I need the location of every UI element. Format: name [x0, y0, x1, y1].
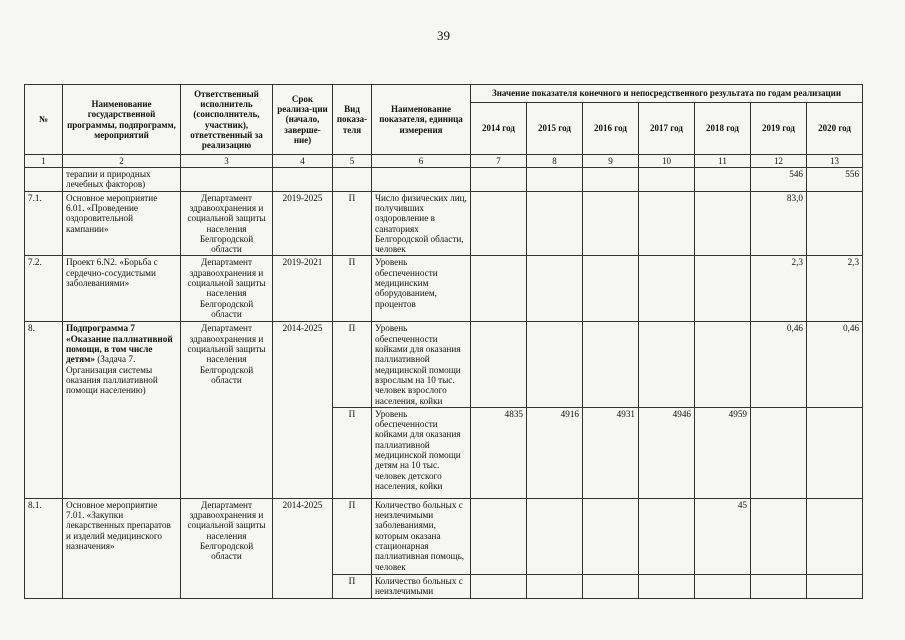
cell-value: 4931: [583, 407, 639, 498]
column-number-row: [25, 155, 863, 168]
cell-responsible: Департамент здравоохранения и социальной защиты населения Белгородской области: [181, 322, 273, 498]
header-year: 2017 год: [639, 103, 695, 155]
cell-value: [695, 191, 751, 256]
cell-responsible: Департамент здравоохранения и социальной защиты населения Белгородской области: [181, 191, 273, 256]
cell-value: [751, 498, 807, 574]
cell-value: 2,3: [807, 256, 863, 322]
cell-value: [695, 256, 751, 322]
column-number: 4: [273, 155, 333, 168]
column-number: 7: [471, 155, 527, 168]
cell-term: 2014-2025: [273, 322, 333, 498]
header-row-1: [25, 85, 863, 103]
header-num: №: [25, 85, 63, 155]
header-year: 2014 год: [471, 103, 527, 155]
cell-value: 546: [751, 168, 807, 192]
subprogram-task: (Задача 7. Организация системы оказания паллиативной помощи населению): [66, 354, 158, 396]
cell-indicator: Количество больных с неизлечимыми заболеваниями, которым оказана стационарная паллиативная помощь, человек: [372, 498, 471, 574]
cell-value: [583, 498, 639, 574]
header-year: 2018 год: [695, 103, 751, 155]
cell-value: [583, 191, 639, 256]
column-number: 12: [751, 155, 807, 168]
cell-value: 0,46: [751, 322, 807, 407]
cell-value: 4835: [471, 407, 527, 498]
indicator-table: [24, 84, 863, 599]
cell-value: [639, 498, 695, 574]
header-responsible: Ответственный исполнитель (соисполнитель, участник), ответственный за реализацию: [181, 85, 273, 155]
column-number: 5: [333, 155, 372, 168]
cell-value: [471, 256, 527, 322]
column-number: 10: [639, 155, 695, 168]
cell-value: 2,3: [751, 256, 807, 322]
cell-indicator: Уровень обеспеченности койками для оказания паллиативной медицинской помощи взрослым на 10 тыс. человек взрослого населения, койки: [372, 322, 471, 407]
table-row-8: [25, 322, 863, 407]
table-row-continuation: [25, 168, 863, 192]
cell-value: [639, 168, 695, 192]
header-year: 2019 год: [751, 103, 807, 155]
cell-type: П: [333, 191, 372, 256]
cell-num: 8.: [25, 322, 63, 498]
cell-type: П: [333, 407, 372, 498]
cell-value: 83,0: [751, 191, 807, 256]
cell-value: [471, 574, 527, 598]
cell-term: 2019-2025: [273, 191, 333, 256]
column-number: 9: [583, 155, 639, 168]
table-row-7-2: [25, 256, 863, 322]
cell-value: [807, 407, 863, 498]
page-number: 39: [437, 28, 450, 43]
cell-value: [583, 256, 639, 322]
header-indicator: Наименование показателя, единица измерения: [372, 85, 471, 155]
cell-value: [583, 574, 639, 598]
cell-indicator: Количество больных с неизлечимыми: [372, 574, 471, 598]
cell-value: [639, 256, 695, 322]
cell-type: П: [333, 498, 372, 574]
header-term: Срок реализа-ции (начало, заверше-ние): [273, 85, 333, 155]
cell-term: 2014-2025: [273, 498, 333, 598]
cell-responsible: [181, 168, 273, 192]
cell-name: Проект 6.N2. «Борьба с сердечно-сосудистыми заболеваниями»: [63, 256, 181, 322]
cell-name: Основное мероприятие 6.01. «Проведение оздоровительной кампании»: [63, 191, 181, 256]
cell-type: П: [333, 256, 372, 322]
cell-responsible: Департамент здравоохранения и социальной защиты населения Белгородской области: [181, 498, 273, 598]
cell-num: 7.1.: [25, 191, 63, 256]
cell-value: [527, 574, 583, 598]
cell-indicator: [372, 168, 471, 192]
cell-value: [583, 168, 639, 192]
cell-value: 4959: [695, 407, 751, 498]
cell-responsible: Департамент здравоохранения и социальной защиты населения Белгородской области: [181, 256, 273, 322]
header-year: 2015 год: [527, 103, 583, 155]
cell-indicator: Уровень обеспеченности койками для оказания паллиативной медицинской помощи детям на 10 тыс. человек детского населения, койки: [372, 407, 471, 498]
cell-value: [751, 574, 807, 598]
cell-value: 4916: [527, 407, 583, 498]
cell-value: [751, 407, 807, 498]
cell-num: 7.2.: [25, 256, 63, 322]
column-number: 13: [807, 155, 863, 168]
header-year: 2020 год: [807, 103, 863, 155]
cell-name: терапии и природных лечебных факторов): [63, 168, 181, 192]
column-number: 1: [25, 155, 63, 168]
cell-value: [807, 191, 863, 256]
cell-value: [639, 322, 695, 407]
cell-indicator: Уровень обеспеченности медицинским оборудованием, процентов: [372, 256, 471, 322]
cell-indicator: Число физических лиц, получивших оздоровление в санаториях Белгородской области, человек: [372, 191, 471, 256]
cell-value: [527, 322, 583, 407]
cell-value: [695, 574, 751, 598]
cell-value: [807, 498, 863, 574]
subprogram-title: Подпрограмма 7 «Оказание паллиативной помощи, в том числе детям»: [66, 323, 173, 365]
cell-term: 2019-2021: [273, 256, 333, 322]
cell-term: [273, 168, 333, 192]
cell-value: [527, 256, 583, 322]
table-row-8-1: [25, 498, 863, 574]
cell-value: [527, 498, 583, 574]
cell-name: [63, 322, 181, 498]
cell-value: [639, 574, 695, 598]
cell-num: [25, 168, 63, 192]
header-type: Вид показа-теля: [333, 85, 372, 155]
cell-value: [471, 168, 527, 192]
table-row-7-1: [25, 191, 863, 256]
header-values-group: Значение показателя конечного и непосредственного результата по годам реализации: [471, 85, 863, 103]
column-number: 6: [372, 155, 471, 168]
cell-type: П: [333, 322, 372, 407]
cell-type: П: [333, 574, 372, 598]
cell-value: 556: [807, 168, 863, 192]
column-number: 11: [695, 155, 751, 168]
cell-type: [333, 168, 372, 192]
cell-value: [695, 168, 751, 192]
header-year: 2016 год: [583, 103, 639, 155]
cell-value: [471, 322, 527, 407]
cell-num: 8.1.: [25, 498, 63, 598]
header-name: Наименование государственной программы, подпрограмм, мероприятий: [63, 85, 181, 155]
column-number: 3: [181, 155, 273, 168]
cell-value: 0,46: [807, 322, 863, 407]
cell-value: [639, 191, 695, 256]
cell-value: [471, 498, 527, 574]
column-number: 2: [63, 155, 181, 168]
cell-value: [583, 322, 639, 407]
cell-value: [471, 191, 527, 256]
cell-value: [527, 191, 583, 256]
cell-value: [807, 574, 863, 598]
cell-value: 4946: [639, 407, 695, 498]
column-number: 8: [527, 155, 583, 168]
cell-value: [695, 322, 751, 407]
cell-value: 45: [695, 498, 751, 574]
cell-value: [527, 168, 583, 192]
cell-name: Основное мероприятие 7.01. «Закупки лекарственных препаратов и изделий медицинского назначения»: [63, 498, 181, 598]
